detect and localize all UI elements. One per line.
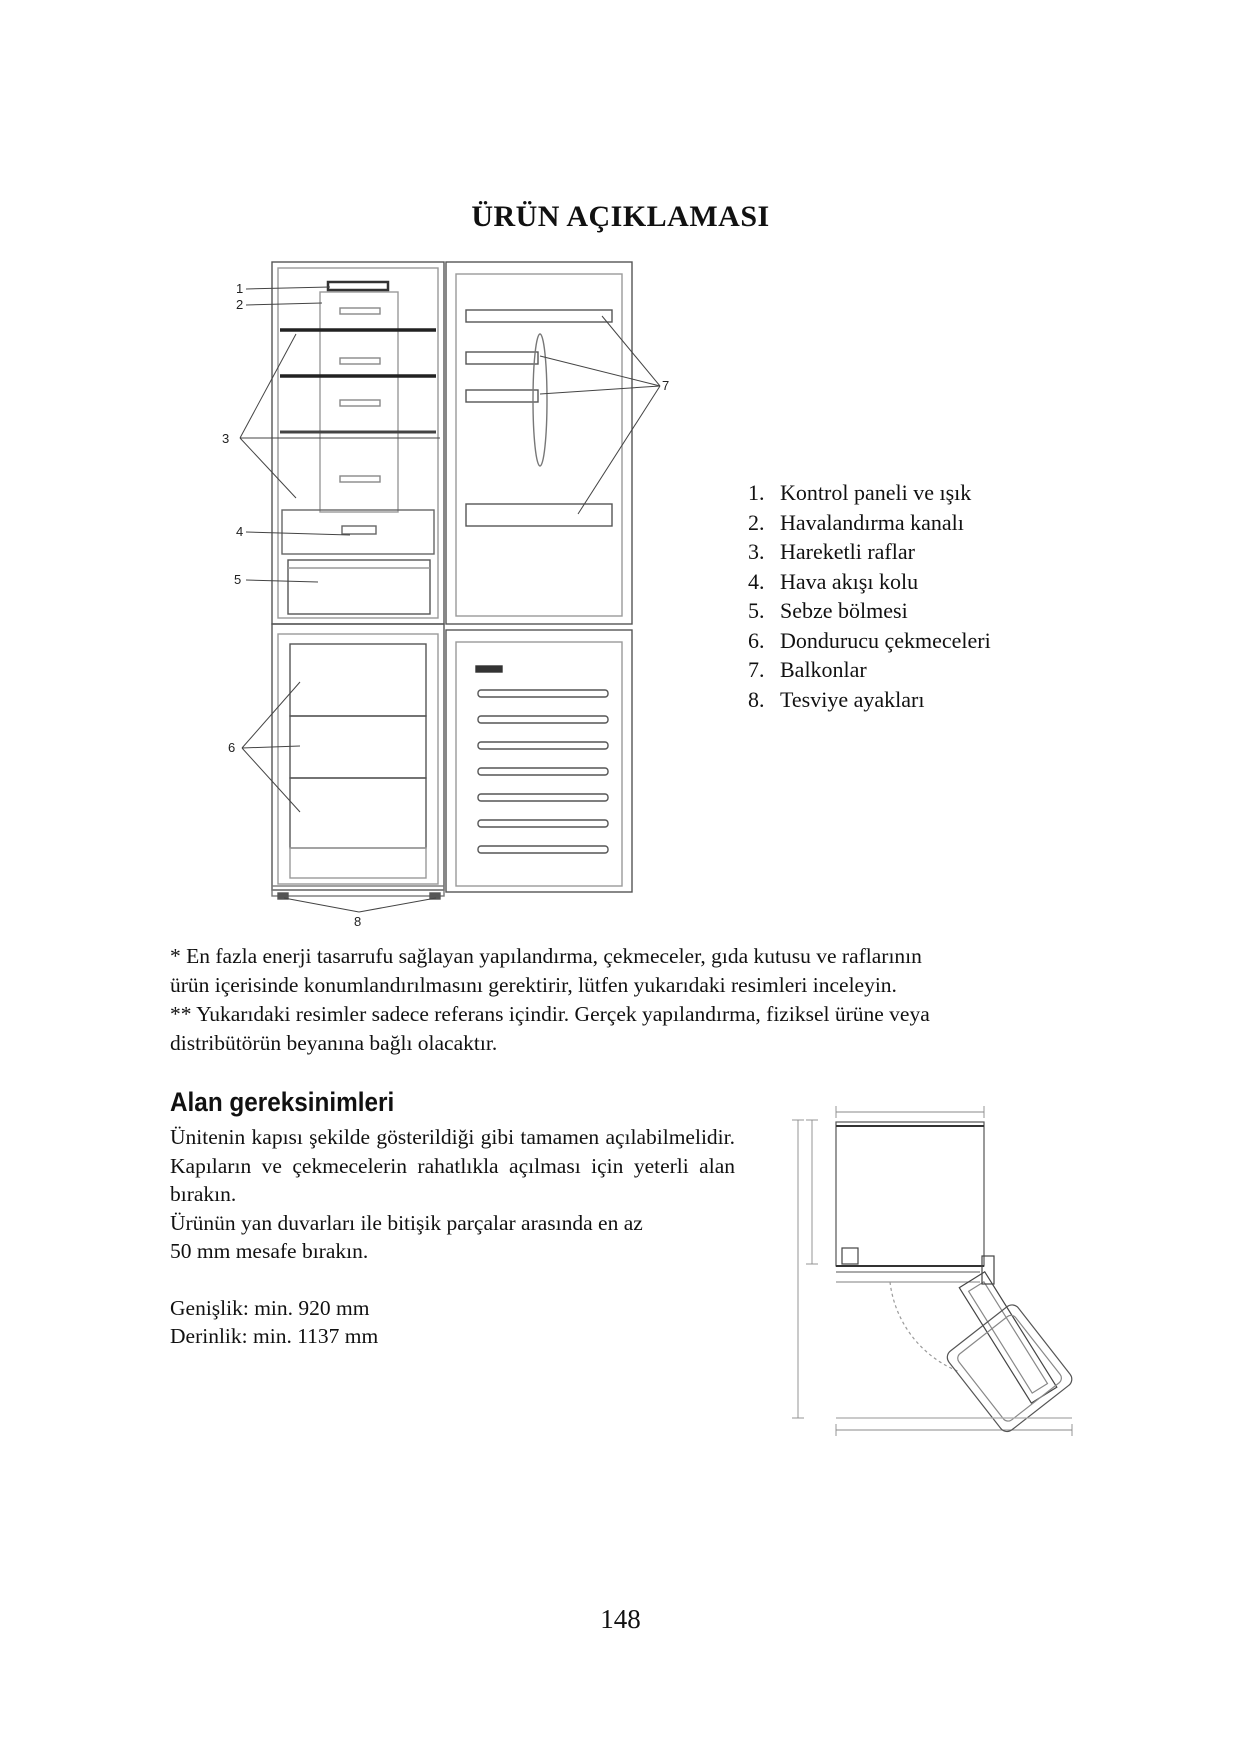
requirement-line: 50 mm mesafe bırakın. (170, 1239, 369, 1263)
width-requirement: Genişlik: min. 920 mm (170, 1295, 370, 1320)
note-line: distribütörün beyanına bağlı olacaktır. (170, 1031, 498, 1055)
callout-1: 1 (236, 281, 244, 296)
fridge-door (446, 262, 632, 892)
requirement-line: Ürünün yan duvarları ile bitişik parçalar arasında en az (170, 1210, 643, 1235)
space-requirements (170, 1123, 735, 1351)
callout-3: 3 (222, 431, 230, 446)
callout-8: 8 (354, 914, 362, 929)
fridge-parts-diagram (205, 258, 670, 929)
list-item: 6. Dondurucu çekmeceleri (748, 627, 991, 653)
list-item: 7. Balkonlar (748, 657, 867, 682)
section-heading: Alan gereksinimleri (170, 1087, 395, 1117)
note-line: ürün içerisinde konumlandırılmasını gerektirir, lütfen yukarıdaki resimleri inceleyin. (170, 973, 897, 997)
list-item: 5. Sebze bölmesi (748, 598, 908, 623)
clearance-diagram (790, 1098, 1090, 1448)
notes-block (170, 942, 1090, 1058)
fridge-body (272, 262, 444, 899)
page-number: 148 (600, 1604, 641, 1634)
note-line: ** Yukarıdaki resimler sadece referans içindir. Gerçek yapılandırma, fiziksel ürüne veya (170, 1002, 930, 1026)
parts-list (748, 478, 991, 714)
list-item: 4. Hava akışı kolu (748, 568, 919, 594)
callout-leaders (240, 287, 660, 912)
callout-4: 4 (236, 524, 244, 539)
callout-2: 2 (236, 297, 244, 312)
callout-7: 7 (662, 378, 670, 393)
callout-6: 6 (228, 740, 236, 755)
callout-5: 5 (234, 572, 242, 587)
page-title: ÜRÜN AÇIKLAMASI (471, 200, 770, 233)
list-item: 3. Hareketli raflar (748, 539, 915, 564)
note-line: * En fazla enerji tasarrufu sağlayan yapılandırma, çekmeceler, gıda kutusu ve raflarının (170, 944, 922, 968)
list-item: 1. Kontrol paneli ve ışık (748, 480, 972, 505)
requirement-paragraph: Ünitenin kapısı şekilde gösterildiği gibi tamamen açılabilmelidir. Kapıların ve çekmecelerin rahatlıkla açılması için yeterli alan bırakın. (170, 1125, 735, 1206)
depth-requirement: Derinlik: min. 1137 mm (170, 1324, 379, 1348)
list-item: 2. Havalandırma kanalı (748, 509, 964, 535)
list-item: 8. Tesviye ayakları (748, 686, 925, 712)
